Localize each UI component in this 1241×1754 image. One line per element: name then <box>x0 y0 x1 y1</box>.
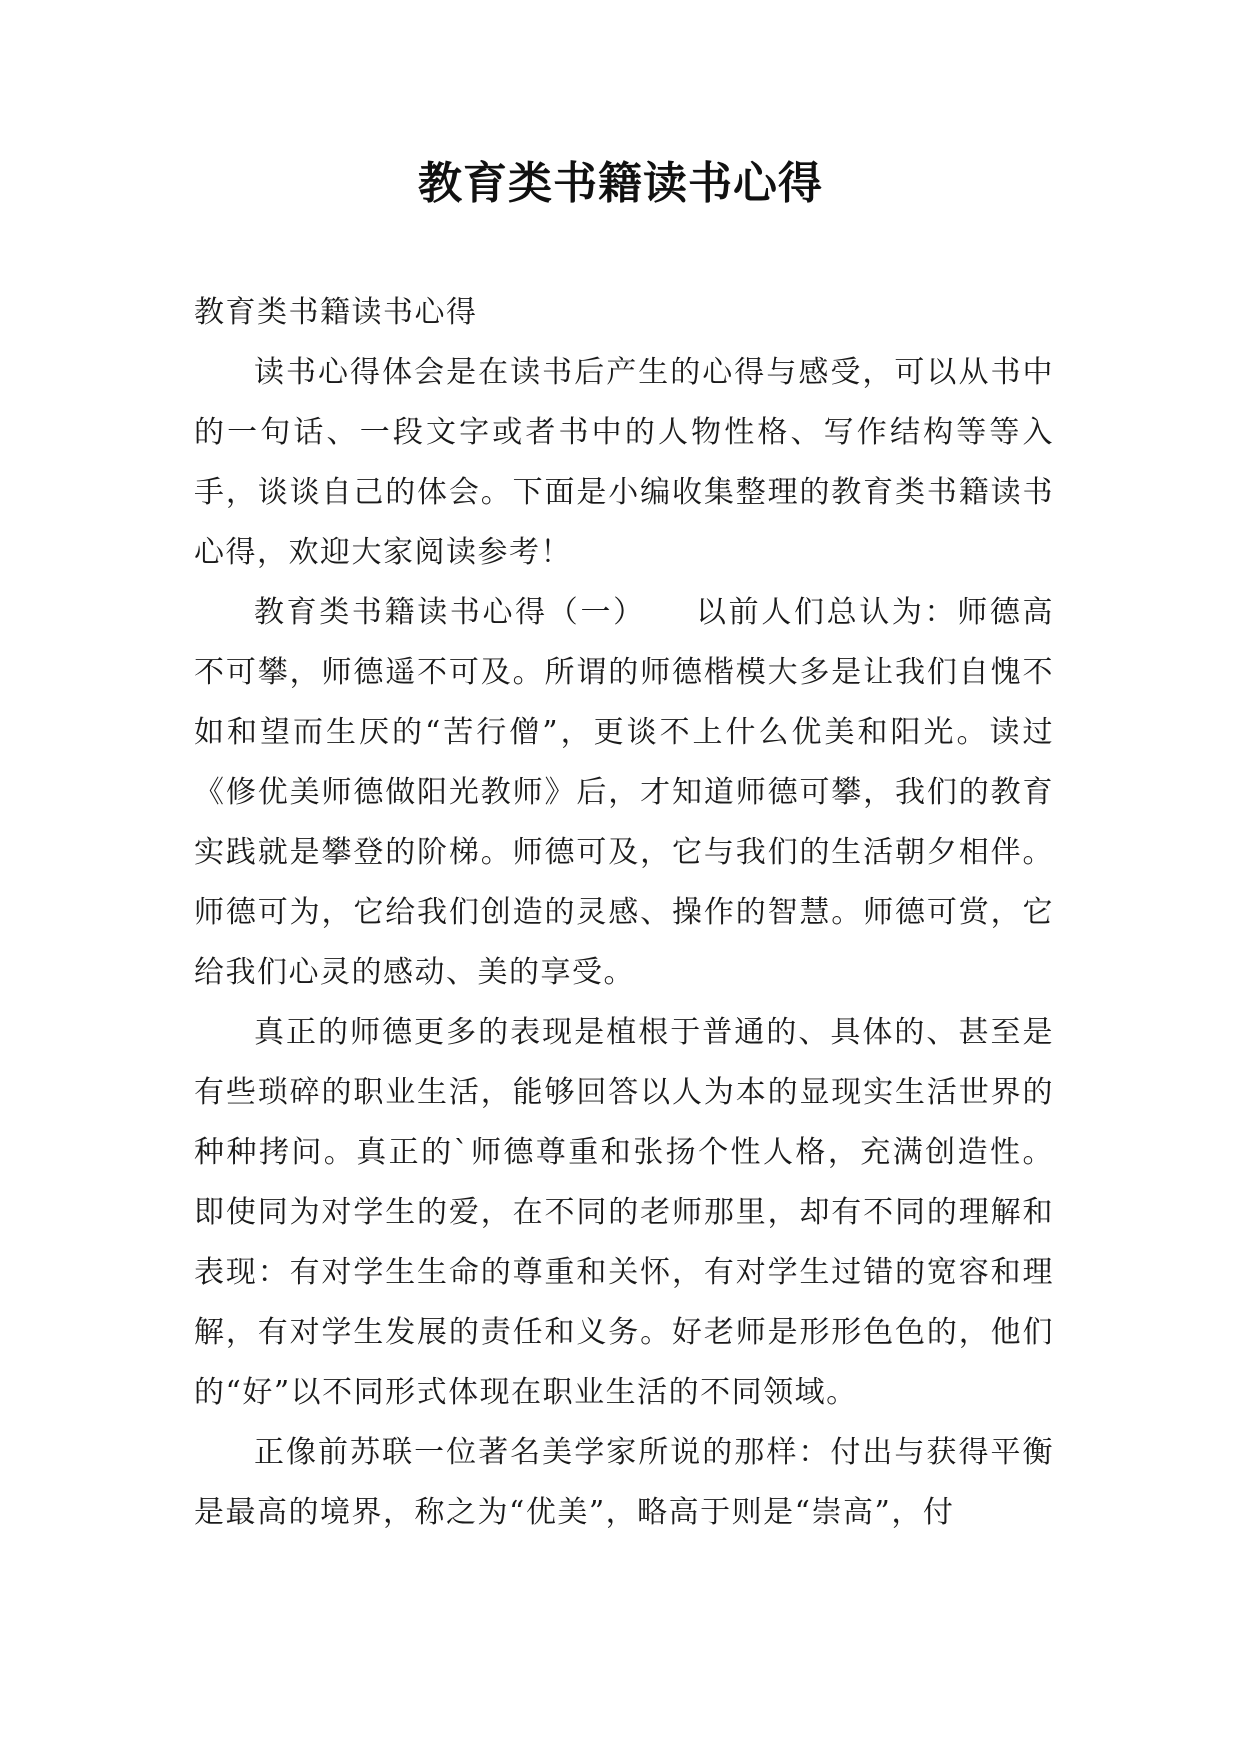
paragraph-2: 真正的师德更多的表现是植根于普通的、具体的、甚至是有些琐碎的职业生活，能够回答以人为本的显现实生活世界的种种拷问。真正的`师德尊重和张扬个性人格，充满创造性。即使同为对学生的爱，在不同的老师那里，却有不同的理解和表现：有对学生生命的尊重和关怀，有对学生过错的宽容和理解，有对学生发展的责任和义务。好老师是形形色色的，他们的“好”以不同形式体现在职业生活的不同领域。 <box>194 1015 1054 1410</box>
document-subtitle: 教育类书籍读书心得 <box>194 295 478 330</box>
paragraph-3: 正像前苏联一位著名美学家所说的那样：付出与获得平衡是最高的境界，称之为“优美”，略高于则是“崇高”，付 <box>194 1435 1054 1530</box>
paragraph-1: 教育类书籍读书心得（一） 以前人们总认为：师德高不可攀，师德遥不可及。所谓的师德楷模大多是让我们自愧不如和望而生厌的“苦行僧”，更谈不上什么优美和阳光。读过《修优美师德做阳光教师》后，才知道师德可攀，我们的教育实践就是攀登的阶梯。师德可及，它与我们的生活朝夕相伴。师德可为，它给我们创造的灵感、操作的智慧。师德可赏，它给我们心灵的感动、美的享受。 <box>194 595 1054 990</box>
document-title: 教育类书籍读书心得 <box>418 158 823 209</box>
paragraph-intro: 读书心得体会是在读书后产生的心得与感受，可以从书中的一句话、一段文字或者书中的人物性格、写作结构等等入手，谈谈自己的体会。下面是小编收集整理的教育类书籍读书心得，欢迎大家阅读参考！ <box>194 355 1054 570</box>
document-body <box>194 283 1054 1543</box>
